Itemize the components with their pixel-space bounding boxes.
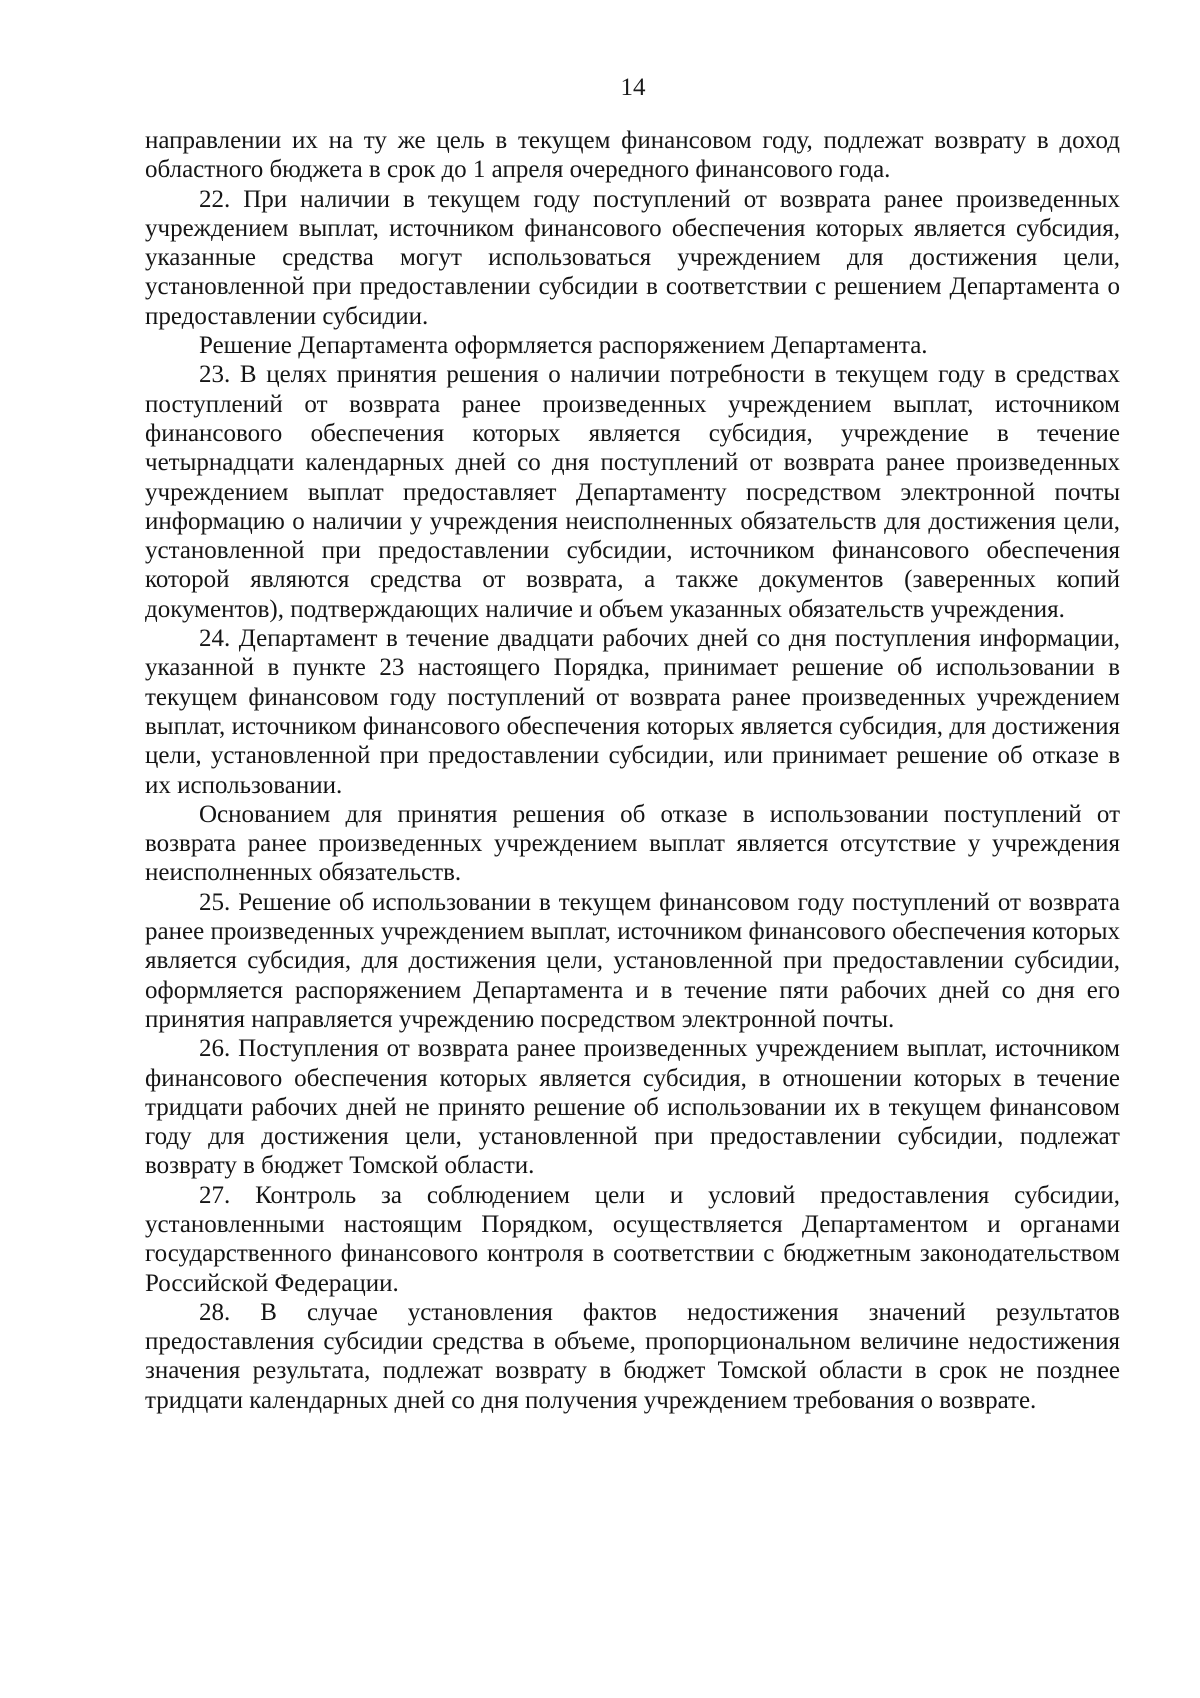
paragraph-26: 26. Поступления от возврата ранее произведенных учреждением выплат, источником финансового обеспечения которых является субсидия, в отношении которых в течение тридцати рабочих дней не принято решение об использовании их в текущем финансовом году для достижения цели, установленной при предоставлении субсидии, подлежат возврату в бюджет Томской области. [145, 1035, 1120, 1180]
paragraph-continuation: направлении их на ту же цель в текущем финансовом году, подлежат возврату в доход областного бюджета в срок до 1 апреля очередного финансового года. [145, 127, 1120, 184]
paragraph-refusal-grounds: Основанием для принятия решения об отказе в использовании поступлений от возврата ранее произведенных учреждением выплат является отсутствие у учреждения неисполненных обязательств. [145, 800, 1120, 887]
paragraph-28: 28. В случае установления фактов недостижения значений результатов предоставления субсидии средства в объеме, пропорциональном величине недостижения значения результата, подлежат возврату в бюджет Томской области в срок не позднее тридцати календарных дней со дня получения учреждением требования о возврате. [145, 1298, 1120, 1414]
paragraph-24: 24. Департамент в течение двадцати рабочих дней со дня поступления информации, указанной в пункте 23 настоящего Порядка, принимает решение об использовании в текущем финансовом году поступлений от возврата ранее произведенных учреждением выплат, источником финансового обеспечения которых является субсидия, для достижения цели, установленной при предоставлении субсидии, или принимает решение об отказе в их использовании. [145, 625, 1120, 799]
paragraph-25: 25. Решение об использовании в текущем финансовом году поступлений от возврата ранее произведенных учреждением выплат, источником финансового обеспечения которых является субсидия, для достижения цели, установленной при предоставлении субсидии, оформляется распоряжением Департамента и в течение пяти рабочих дней со дня его принятия направляется учреждению посредством электронной почты. [145, 888, 1120, 1033]
paragraph-decision-note: Решение Департамента оформляется распоряжением Департамента. [199, 332, 928, 360]
page-number: 14 [620, 74, 646, 101]
paragraph-23: 23. В целях принятия решения о наличии потребности в текущем году в средствах поступлений от возврата ранее произведенных учреждением выплат, источником финансового обеспечения которых является субсидия, учреждение в течение четырнадцати календарных дней со дня поступлений от возврата ранее произведенных учреждением выплат предоставляет Департаменту посредством электронной почты информацию о наличии у учреждения неисполненных обязательств для достижения цели, установленной при предоставлении субсидии, источником финансового обеспечения которой являются средства от возврата, а также документов (заверенных копий документов), подтверждающих наличие и объем указанных обязательств учреждения. [145, 361, 1120, 623]
paragraph-27: 27. Контроль за соблюдением цели и условий предоставления субсидии, установленными настоящим Порядком, осуществляется Департаментом и органами государственного финансового контроля в соответствии с бюджетным законодательством Российской Федерации. [145, 1181, 1120, 1297]
paragraph-22: 22. При наличии в текущем году поступлений от возврата ранее произведенных учреждением выплат, источником финансового обеспечения которых является субсидия, указанные средства могут использоваться учреждением для достижения цели, установленной при предоставлении субсидии в соответствии с решением Департамента о предоставлении субсидии. [145, 185, 1120, 330]
document-body [145, 126, 1120, 1415]
